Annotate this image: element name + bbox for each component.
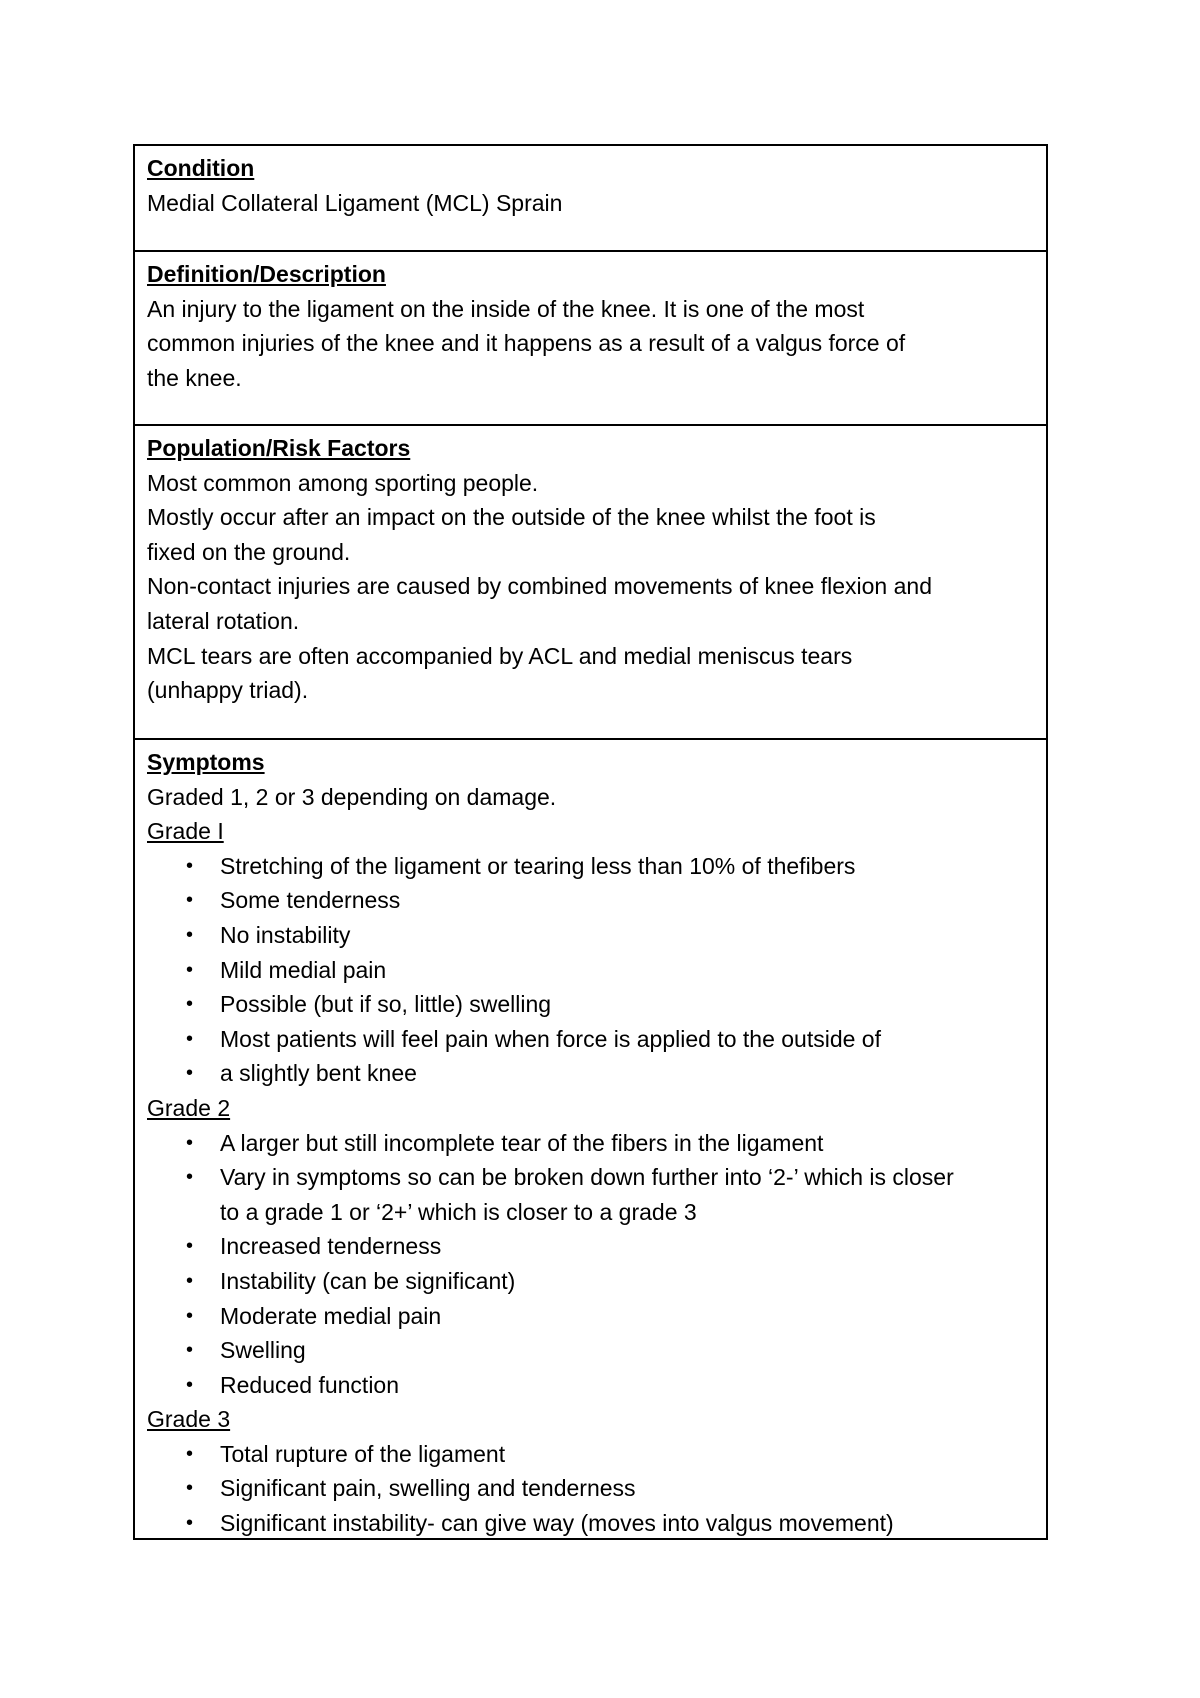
definition-line: common injuries of the knee and it happens as a result of a valgus force of [147,330,906,357]
list-item-text: Reduced function [220,1371,400,1398]
list-item [147,918,1034,953]
list-item-text: No instability [220,921,351,948]
list-item-text: a slightly bent knee [220,1060,417,1087]
list-item-text: Some tenderness [220,887,401,914]
list-item-text: Increased tenderness [220,1233,442,1260]
list-item-text: Significant instability- can give way (moves into valgus movement) [220,1510,894,1537]
list-item-text: Vary in symptoms so can be broken down further into ‘2-’ which is closer to a grade 1 or ‘2+’ which is closer to a grade 3 [220,1164,954,1225]
list-item-text: Stretching of the ligament or tearing less than 10% of thefibers [220,852,856,879]
bullet-icon: • [186,1269,194,1292]
population-line: lateral rotation. [147,607,300,634]
grade1-heading: Grade I [147,818,224,845]
population-line: MCL tears are often accompanied by ACL and medial meniscus tears [147,642,853,669]
definition-line: An injury to the ligament on the inside of the knee. It is one of the most [147,295,865,322]
list-item [147,1299,1034,1334]
list-item [147,1229,1034,1264]
bullet-icon: • [186,854,194,877]
list-item [147,1506,1034,1541]
grade3-list [147,1437,1034,1541]
condition-text: Medial Collateral Ligament (MCL) Sprain [147,189,563,216]
population-line: Mostly occur after an impact on the outside of the knee whilst the foot is [147,504,876,531]
grade3-heading: Grade 3 [147,1406,231,1433]
list-item [147,987,1034,1022]
bullet-icon: • [186,923,194,946]
list-item [147,1368,1034,1403]
list-item-text: Swelling [220,1337,306,1364]
list-item [147,1160,1034,1229]
list-item-text: Instability (can be significant) [220,1267,516,1294]
list-item [147,1126,1034,1161]
list-item-text: Moderate medial pain [220,1302,442,1329]
list-item [147,883,1034,918]
list-item [147,1264,1034,1299]
bullet-icon: • [186,1512,194,1535]
bullet-icon: • [186,1062,194,1085]
bullet-icon: • [186,1442,194,1465]
bullet-icon: • [186,1477,194,1500]
grade1-list [147,849,1034,1091]
population-section [135,426,1046,740]
bullet-icon: • [186,1373,194,1396]
list-item [147,1437,1034,1472]
grade2-list [147,1126,1034,1403]
list-item-text: Total rupture of the ligament [220,1440,506,1467]
condition-table [133,144,1048,1540]
bullet-icon: • [186,889,194,912]
population-line: fixed on the ground. [147,538,351,565]
symptoms-section [135,740,1046,1538]
list-item-text: Possible (but if so, little) swelling [220,991,552,1018]
list-item [147,953,1034,988]
definition-heading: Definition/Description [147,261,386,287]
population-line: Most common among sporting people. [147,469,539,496]
symptoms-heading: Symptoms [147,749,265,775]
definition-line: the knee. [147,364,242,391]
bullet-icon: • [186,993,194,1016]
definition-section [135,252,1046,426]
bullet-icon: • [186,958,194,981]
bullet-icon: • [186,1304,194,1327]
list-item [147,1022,1034,1057]
population-line: (unhappy triad). [147,677,309,704]
population-line: Non-contact injuries are caused by combined movements of knee flexion and [147,573,932,600]
bullet-icon: • [186,1235,194,1258]
bullet-icon: • [186,1339,194,1362]
bullet-icon: • [186,1131,194,1154]
list-item-text: Significant pain, swelling and tenderness [220,1475,636,1502]
list-item [147,1056,1034,1091]
population-heading: Population/Risk Factors [147,435,411,461]
condition-section [135,146,1046,252]
list-item [147,849,1034,884]
list-item-text: Most patients will feel pain when force is applied to the outside of [220,1025,881,1052]
list-item-text: A larger but still incomplete tear of the fibers in the ligament [220,1129,824,1156]
grade2-heading: Grade 2 [147,1094,231,1121]
bullet-icon: • [186,1027,194,1050]
bullet-icon: • [186,1166,194,1189]
condition-heading: Condition [147,155,255,181]
list-item [147,1333,1034,1368]
list-item-text: Mild medial pain [220,956,387,983]
list-item [147,1471,1034,1506]
symptoms-intro: Graded 1, 2 or 3 depending on damage. [147,783,557,810]
